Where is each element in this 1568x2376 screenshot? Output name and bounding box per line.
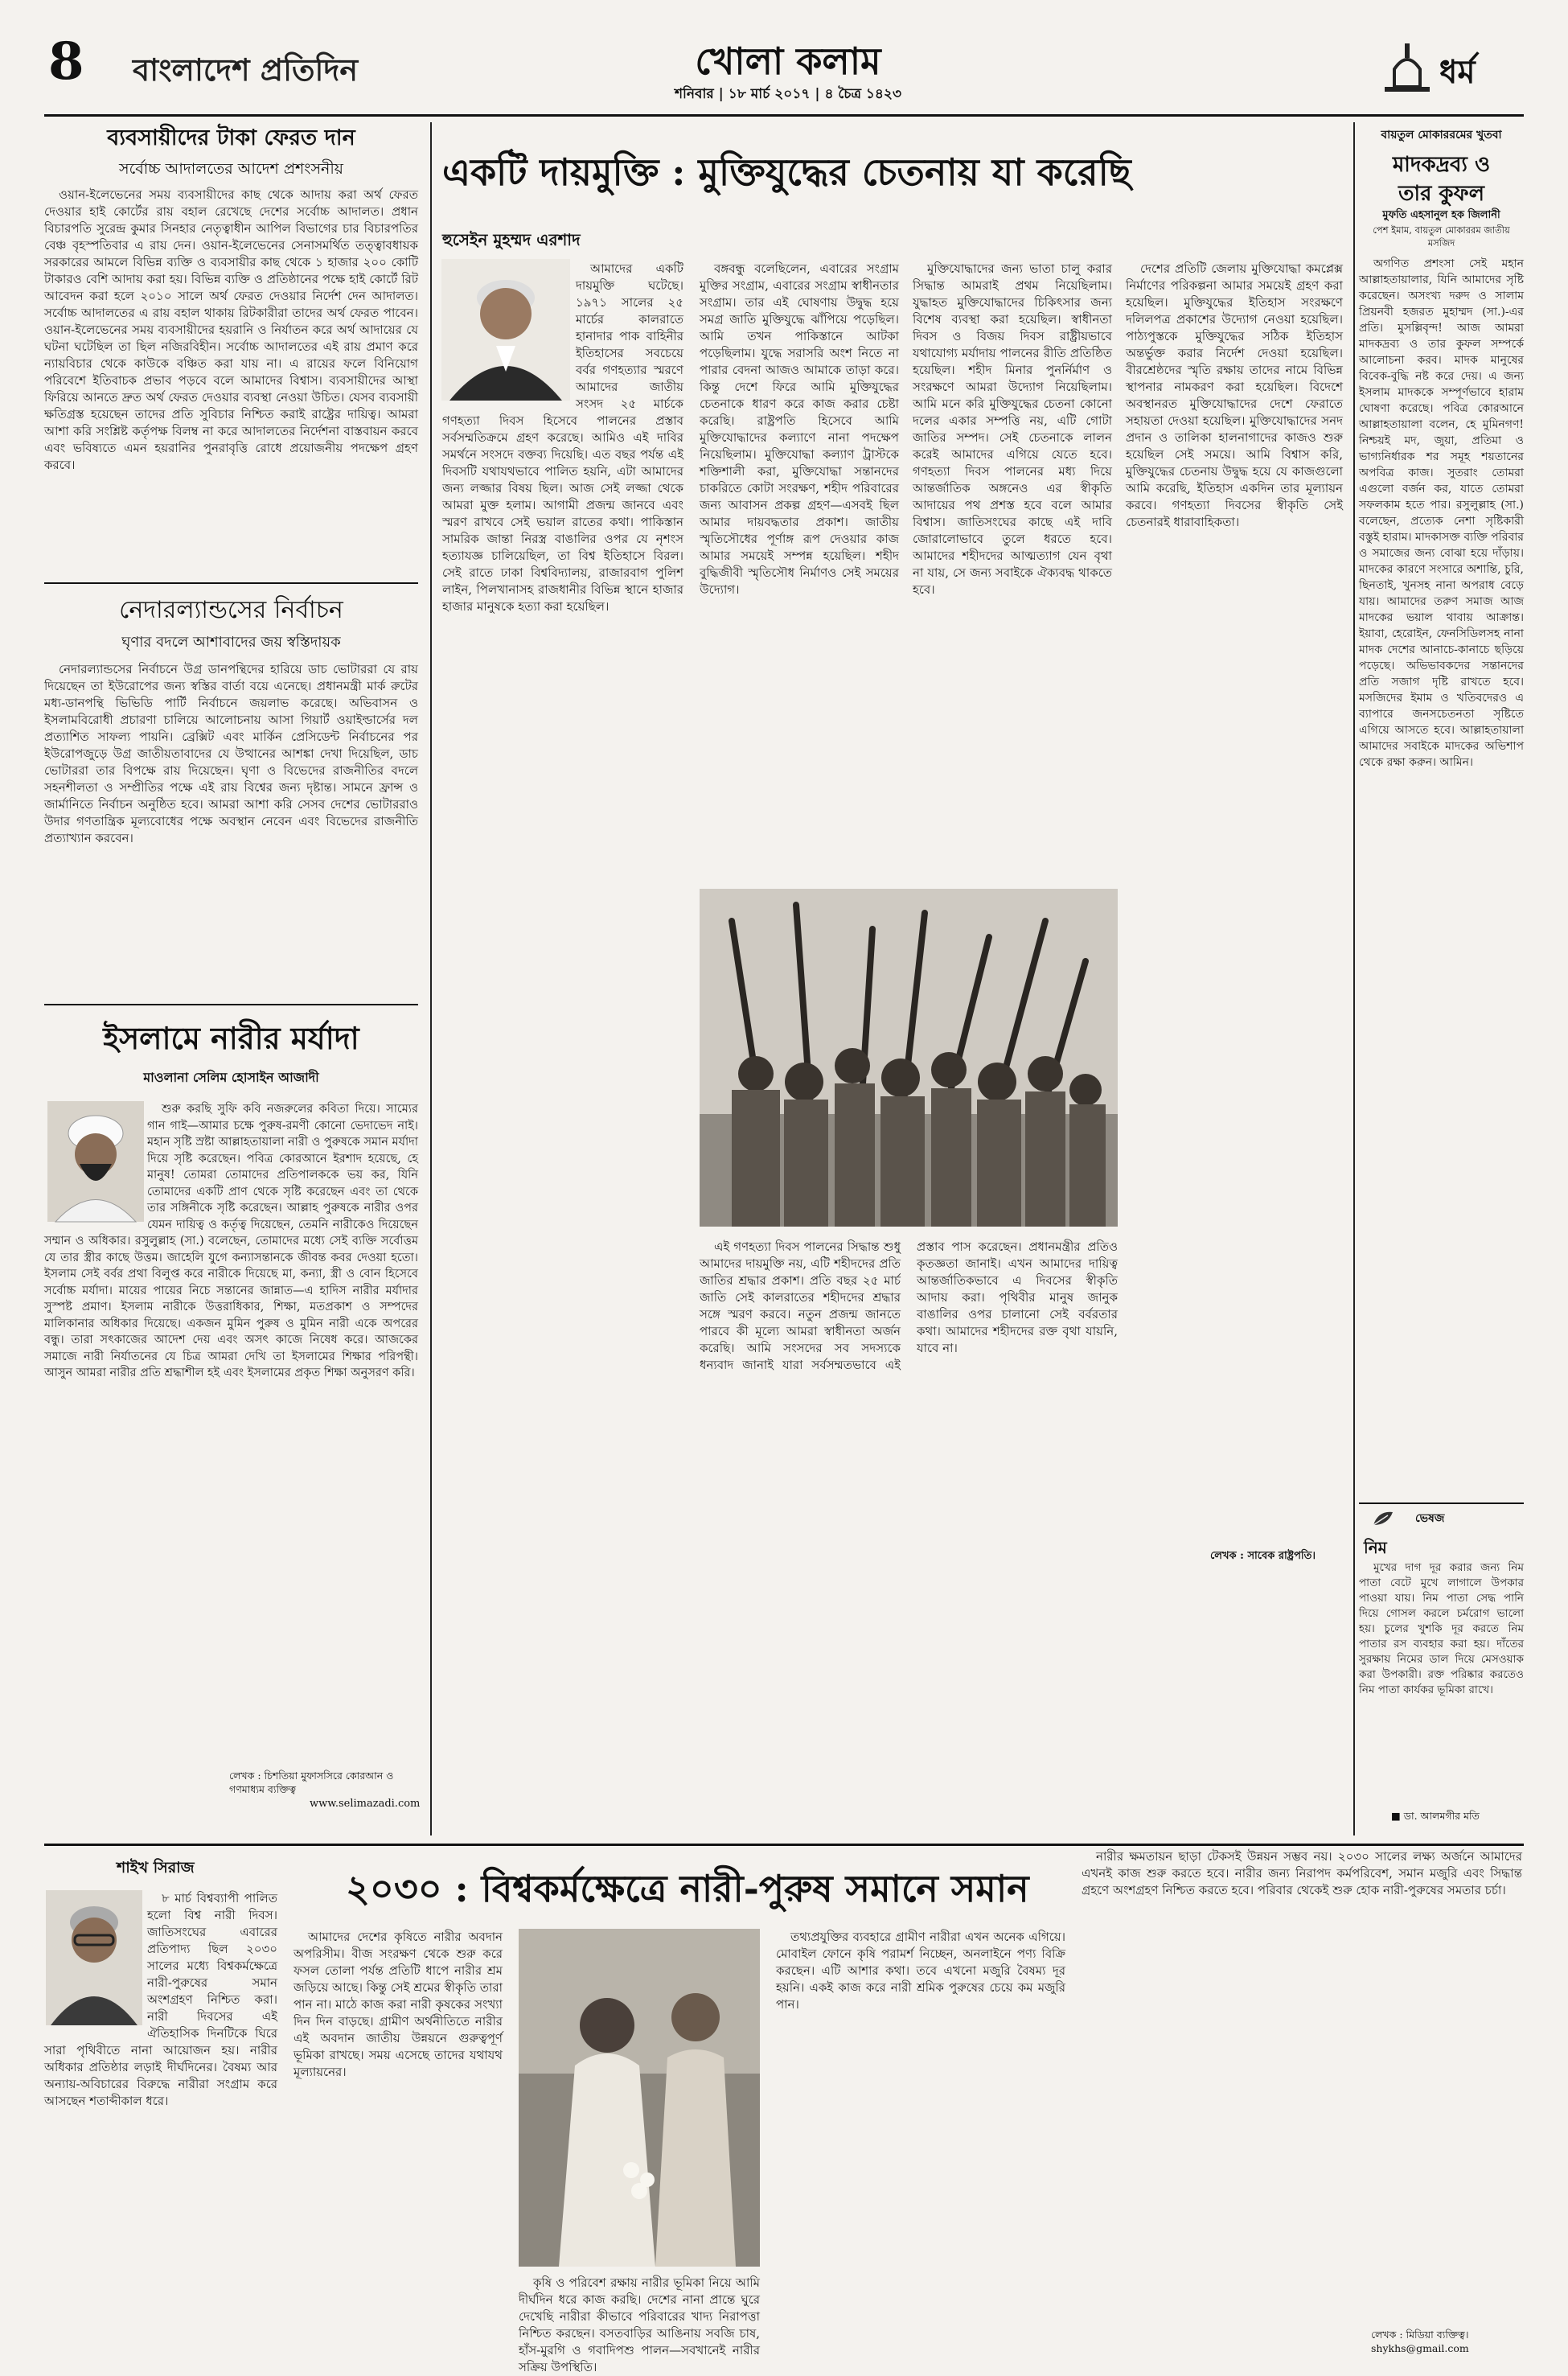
bottom-col-5: নারীর ক্ষমতায়ন ছাড়া টেকসই উন্নয়ন সম্ভব নয়। ২০৩০ সালের লক্ষ্য অর্জনে আমাদের এখনই কাজ শুরু করতে হবে। নারীর জন্য নিরাপদ কর্মপরিবেশ, সমান মজুরি এবং সিদ্ধান্ত গ্রহণে অংশগ্রহণ নিশ্চিত করতে হবে। পরিবার থেকেই শুরু হোক নারী-পুরুষের সমতার চর্চা। (1082, 1849, 1522, 1897)
editorial-1 (44, 121, 418, 579)
editorial-2-body: নেদারল্যান্ডসের নির্বাচনে উগ্র ডানপন্থিদের হারিয়ে ডাচ ভোটাররা যে রায় দিয়েছেন তা ইউরোপের জন্য স্বস্তির বার্তা বয়ে এনেছে। প্রধানমন্ত্রী মার্ক রুটের মধ্য-ডানপন্থি ভিভিডি পার্টি নির্বাচনে জয়লাভ করেছে। অভিবাসন ও ইসলামবিরোধী প্রচারণা চালিয়ে আলোচনায় আসা গিয়ার্ট ওয়াইল্ডার্সের দল প্রত্যাশিত সাফল্য পায়নি। ব্রেক্সিট এবং মার্কিন প্রেসিডেন্ট নির্বাচনের পর ইউরোপজুড়ে উগ্র জাতীয়তাবাদের যে উত্থানের আশঙ্কা দেখা দিয়েছিল, ডাচ ভোটাররা তার বিপক্ষে রায় দিয়েছেন। ঘৃণা ও বিভেদের রাজনীতির বদলে সহনশীলতা ও সম্প্রীতির পক্ষে এই রায় বিশ্বের জন্য দৃষ্টান্ত। সামনে ফ্রান্স ও জার্মানিতে নির্বাচন অনুষ্ঠিত হবে। আমরা আশা করি সেসব দেশের ভোটাররাও উদার গণতান্ত্রিক মূল্যবোধের পক্ষে অবস্থান নেবেন এবং বিভেদের রাজনীতি প্রত্যাখ্যান করবেন। (44, 662, 418, 845)
masthead (0, 0, 1568, 121)
lead-col-5: এই গণহত্যা দিবস পালনের সিদ্ধান্ত শুধু আমাদের দায়মুক্তি নয়, এটি শহীদদের প্রতি জাতির শ্রদ্ধার প্রকাশ। প্রতি বছর ২৫ মার্চ জাতি সেই কালরাতের শহীদদের শ্রদ্ধার সঙ্গে স্মরণ করবে। নতুন প্রজন্ম জানতে পারবে কী মূল্যে আমরা স্বাধীনতা অর্জন করেছি। আমি সংসদের সব সদস্যকে ধন্যবাদ জানাই যারা সর্বসম্মতভাবে এই প্রস্তাব পাস করেছেন। প্রধানমন্ত্রীর প্রতিও কৃতজ্ঞতা জানাই। এখন আমাদের দায়িত্ব আন্তর্জাতিকভাবে এ দিবসের স্বীকৃতি আদায় করা। পৃথিবীর মানুষ জানুক বাঙালির ওপর চালানো সেই বর্বরতার কথা। আমাদের শহীদদের রক্ত বৃথা যায়নি, যাবে না। (700, 1239, 1118, 1372)
lead-footer: লেখক : সাবেক রাষ্ট্রপতি। (1210, 1550, 1316, 1562)
lead-author: হুসেইন মুহম্মদ এরশাদ (442, 230, 581, 249)
herbal-divider (1359, 1502, 1524, 1504)
bottom-divider (44, 1844, 1524, 1846)
islam-article-author: মাওলানা সেলিম হোসাইন আজাদী (143, 1070, 319, 1085)
editorial-1-title: ব্যবসায়ীদের টাকা ফেরত দান (107, 125, 355, 150)
islam-article-footer: লেখক : চিশতিয়া মুফাসসিরে কোরআন ও গণমাধ্যম ব্যক্তিত্ব (229, 1770, 394, 1795)
bottom-footer: লেখক : মিডিয়া ব্যক্তিত্ব। shykhs@gmail.com (1371, 2329, 1469, 2354)
religion-title-2: তার কুফল (1398, 182, 1484, 206)
bottom-title: ২০৩০ : বিশ্বকর্মক্ষেত্রে নারী-পুরুষ সমানে সমান (346, 1867, 1029, 1910)
religion-title-1: মাদকদ্রব্য ও (1392, 153, 1491, 177)
editorial-2 (44, 587, 418, 981)
left-divider-1 (44, 582, 418, 584)
herbal-body: মুখের দাগ দূর করার জন্য নিম পাতা বেটে মুখে লাগালে উপকার পাওয়া যায়। নিম পাতা সেদ্ধ পানি দিয়ে গোসল করলে চর্মরোগ ভালো হয়। চুলের খুশকি দূর করতে নিম পাতার রস ব্যবহার করা হয়। দাঁতের সুরক্ষায় নিমের ডাল দিয়ে মেসওয়াক করা উপকারী। রক্ত পরিষ্কার করতেও নিম পাতা কার্যকর ভূমিকা রাখে। (1359, 1561, 1524, 1696)
bottom-photo (519, 1929, 760, 2267)
herbal-header: ভেষজ (1415, 1512, 1445, 1525)
lead-title: একটি দায়মুক্তি : মুক্তিযুদ্ধের চেতনায় যা করেছি (442, 150, 1131, 194)
lead-col-4: দেশের প্রতিটি জেলায় মুক্তিযোদ্ধা কমপ্লেক্স নির্মাণের পরিকল্পনা আমার সময়েই গ্রহণ করা হয়েছিল। মুক্তিযুদ্ধের ইতিহাস সংরক্ষণে দলিলপত্র প্রকাশের উদ্যোগ নেওয়া হয়েছিল। পাঠ্যপুস্তকে মুক্তিযুদ্ধের সঠিক ইতিহাস অন্তর্ভুক্ত করার নির্দেশ দেওয়া হয়েছিল। বীরশ্রেষ্ঠদের স্মৃতি রক্ষায় তাদের নামে বিভিন্ন স্থাপনার নামকরণ করা হয়েছিল। বিদেশে অবস্থানরত মুক্তিযোদ্ধাদের দেশে ফেরাতে সহায়তা দেওয়া হয়েছিল। মুক্তিযোদ্ধাদের সনদ প্রদান ও তালিকা হালনাগাদের কাজও শুরু হয়েছিল সেই সময়ে। আমি বিশ্বাস করি, মুক্তিযুদ্ধের চেতনায় উদ্বুদ্ধ হয়ে যে কাজগুলো আমি করেছি, ইতিহাস একদিন তার মূল্যায়ন করবে। গণহত্যা দিবসের স্বীকৃতি সেই চেতনারই ধারাবাহিকতা। (1126, 261, 1343, 529)
left-divider-2 (44, 1004, 418, 1005)
islam-article-body: শুরু করছি সুফি কবি নজরুলের কবিতা দিয়ে। সাম্যের গান গাই—আমার চক্ষে পুরুষ-রমণী কোনো ভেদাভেদ নাই। মহান সৃষ্টি স্রষ্টা আল্লাহতায়ালা নারী ও পুরুষকে সমান মর্যাদা দিয়ে সৃষ্টি করেছেন। পবিত্র কোরআনে ইরশাদ হয়েছে, হে মানুষ! তোমরা তোমাদের প্রতিপালককে ভয় কর, যিনি তোমাদের একটি প্রাণ থেকে সৃষ্টি করেছেন এবং তা থেকে তার সঙ্গিনীকে সৃষ্টি করেছেন। আল্লাহ পুরুষকে নারীর ওপর যেমন দায়িত্ব ও কর্তৃত্ব দিয়েছেন, তেমনি নারীকেও দিয়েছেন সম্মান ও অধিকার। রসুলুল্লাহ (সা.) বলেছেন, তোমাদের মধ্যে সেই ব্যক্তি সর্বোত্তম যে তার স্ত্রীর কাছে উত্তম। জাহেলি যুগে কন্যাসন্তানকে জীবন্ত কবর দেওয়া হতো। ইসলাম সেই বর্বর প্রথা বিলুপ্ত করে নারীকে দিয়েছে মা, কন্যা, স্ত্রী ও বোন হিসেবে সর্বোচ্চ মর্যাদা। মায়ের পায়ের নিচে সন্তানের জান্নাত—এ হাদিস নারীর মর্যাদার সুস্পষ্ট প্রমাণ। ইসলাম নারীকে উত্তরাধিকার, শিক্ষা, মতপ্রকাশ ও সম্পদের মালিকানার অধিকার দিয়েছে। একজন মুমিন পুরুষ ও মুমিন নারী একে অপরের বন্ধু। তারা সৎকাজের আদেশ দেয় এবং অসৎ কাজে নিষেধ করে। আজকের সমাজে নারী নির্যাতনের যে চিত্র আমরা দেখি তা ইসলামের শিক্ষার পরিপন্থী। আসুন আমরা নারীর প্রতি শ্রদ্ধাশীল হই এবং ইসলামের প্রকৃত শিক্ষা অনুসরণ করি। (44, 1103, 418, 1379)
religion-section-title: ধর্ম (1439, 53, 1476, 91)
lead-photo (700, 889, 1118, 1227)
religion-author-desc: পেশ ইমাম, বায়তুল মোকাররম জাতীয় মসজিদ (1373, 224, 1510, 249)
islam-article-website[interactable]: www.selimazadi.com (310, 1798, 421, 1810)
masthead-rule (44, 114, 1524, 117)
edition-date: শনিবার | ১৮ মার্চ ২০১৭ | ৪ চৈত্র ১৪২৩ (674, 86, 902, 102)
religion-column (1359, 121, 1524, 1834)
religion-author: মুফতি এহসানুল হক জিলানী (1382, 209, 1500, 221)
herbal-title: নিম (1364, 1538, 1387, 1557)
bottom-author-name: শাইখ সিরাজ (117, 1859, 195, 1877)
religion-body: অগণিত প্রশংসা সেই মহান আল্লাহতায়ালার, যিনি আমাদের সৃষ্টি করেছেন। অসংখ্য দরুদ ও সালাম প্রিয়নবী হজরত মুহাম্মদ (সা.)-এর প্রতি। মুসল্লিবৃন্দ! আজ আমরা মাদকদ্রব্য ও তার কুফল সম্পর্কে আলোচনা করব। মাদক মানুষের বিবেক-বুদ্ধি নষ্ট করে দেয়। এ জন্য ইসলাম মাদককে সম্পূর্ণভাবে হারাম ঘোষণা করেছে। পবিত্র কোরআনে আল্লাহতায়ালা বলেন, হে মুমিনগণ! নিশ্চয়ই মদ, জুয়া, প্রতিমা ও ভাগ্যনির্ধারক শর সমূহ শয়তানের অপবিত্র কাজ। সুতরাং তোমরা এগুলো বর্জন কর, যাতে তোমরা সফলকাম হতে পার। রসুলুল্লাহ (সা.) বলেছেন, প্রত্যেক নেশা সৃষ্টিকারী বস্তুই হারাম। মাদকাসক্ত ব্যক্তি পরিবার ও সমাজের জন্য বোঝা হয়ে দাঁড়ায়। মাদকের কারণে সংসারে অশান্তি, চুরি, ছিনতাই, খুনসহ নানা অপরাধ বেড়ে যায়। আমাদের তরুণ সমাজ আজ মাদকের ভয়াল থাবায় আক্রান্ত। ইয়াবা, হেরোইন, ফেনসিডিলসহ নানা মাদক দেশের আনাচে-কানাচে ছড়িয়ে পড়েছে। অভিভাবকদের সন্তানদের প্রতি সজাগ দৃষ্টি রাখতে হবে। মসজিদের ইমাম ও খতিবদেরও এ ব্যাপারে জনসচেতনতা সৃষ্টিতে এগিয়ে আসতে হবে। আল্লাহতায়ালা আমাদের সবাইকে মাদকের অভিশাপ থেকে রক্ষা করুন। আমিন। (1359, 257, 1525, 769)
lead-col-3: মুক্তিযোদ্ধাদের জন্য ভাতা চালু করার সিদ্ধান্ত আমরাই প্রথম নিয়েছিলাম। যুদ্ধাহত মুক্তিযোদ্ধাদের চিকিৎসার জন্য বিশেষ ব্যবস্থা করা হয়েছিল। স্বাধীনতা দিবস ও বিজয় দিবস রাষ্ট্রীয়ভাবে যথাযোগ্য মর্যাদায় পালনের রীতি প্রতিষ্ঠিত হয়েছিল। শহীদ মিনার পুনর্নির্মাণ ও সংরক্ষণে আমরা উদ্যোগ নিয়েছিলাম। আমি মনে করি মুক্তিযুদ্ধের চেতনা কোনো দলের একার সম্পত্তি নয়, এটি গোটা জাতির সম্পদ। সেই চেতনাকে লালন করেই আমাদের এগিয়ে যেতে হবে। গণহত্যা দিবস পালনের মধ্য দিয়ে আন্তর্জাতিক অঙ্গনেও এর স্বীকৃতি আদায়ের পথ প্রশস্ত হবে বলে আমার বিশ্বাস। জাতিসংঘের কাছে এই দাবি জোরালোভাবে তুলে ধরতে হবে। আমাদের শহীদদের আত্মত্যাগ যেন বৃথা না যায়, সে জন্য সবাইকে ঐক্যবদ্ধ থাকতে হবে। (913, 261, 1112, 597)
bottom-col-1: ৮ মার্চ বিশ্বব্যাপী পালিত হলো বিশ্ব নারী দিবস। জাতিসংঘের এবারের প্রতিপাদ্য ছিল ২০৩০ সালের মধ্যে বিশ্বকর্মক্ষেত্রে নারী-পুরুষের সমান অংশগ্রহণ নিশ্চিত করা। নারী দিবসের এই ঐতিহাসিক দিনটিকে ঘিরে সারা পৃথিবীতে নানা আয়োজন হয়। নারীর অধিকার প্রতিষ্ঠার লড়াই দীর্ঘদিনের। বৈষম্য আর অন্যায়-অবিচারের বিরুদ্ধে নারীরা সংগ্রাম করে আসছেন শতাব্দীকাল ধরে। (44, 1891, 277, 2108)
bottom-article (44, 1848, 1524, 2374)
lead-article (438, 121, 1347, 1834)
bottom-email[interactable]: shykhs@gmail.com (1371, 2342, 1469, 2354)
lead-col-2: বঙ্গবন্ধু বলেছিলেন, এবারের সংগ্রাম মুক্তির সংগ্রাম, এবারের সংগ্রাম স্বাধীনতার সংগ্রাম। তার এই ঘোষণায় উদ্বুদ্ধ হয়ে সমগ্র জাতি মুক্তিযুদ্ধে ঝাঁপিয়ে পড়েছিল। আমি তখন পাকিস্তানে আটকা পড়েছিলাম। যুদ্ধে সরাসরি অংশ নিতে না পারার বেদনা আজও আমাকে তাড়া করে। কিন্তু দেশে ফিরে আমি মুক্তিযুদ্ধের চেতনাকে ধারণ করে কাজ করার চেষ্টা করেছি। রাষ্ট্রপতি হিসেবে আমি মুক্তিযোদ্ধাদের কল্যাণে নানা পদক্ষেপ নিয়েছিলাম। মুক্তিযোদ্ধা কল্যাণ ট্রাস্টকে শক্তিশালী করা, মুক্তিযোদ্ধা সন্তানদের চাকরিতে কোটা সংরক্ষণ, শহীদ পরিবারের জন্য আবাসন প্রকল্প গ্রহণ—এসবই ছিল আমার দায়বদ্ধতার প্রকাশ। জাতীয় স্মৃতিসৌধের পূর্ণাঙ্গ রূপ দেওয়ার কাজ আমার সময়েই সম্পন্ন হয়েছিল। শহীদ বুদ্ধিজীবী স্মৃতিসৌধ নির্মাণও সেই সময়ের উদ্যোগ। (700, 261, 899, 597)
islam-article (44, 1009, 421, 1814)
khutba-header: বায়তুল মোকাররমের খুতবা (1381, 129, 1502, 142)
paper-name: বাংলাদেশ প্রতিদিন (133, 51, 359, 88)
editorial-2-subtitle: ঘৃণার বদলে আশাবাদের জয় স্বস্তিদায়ক (121, 634, 341, 651)
leaf-icon (1372, 1509, 1394, 1528)
section-title: খোলা কলাম (695, 39, 881, 83)
mosque-icon (1383, 42, 1431, 98)
herbal-footer: ■ ডা. আলমগীর মতি (1391, 1810, 1480, 1822)
col-divider-left (430, 122, 432, 1835)
bottom-col-4: তথ্যপ্রযুক্তির ব্যবহারে গ্রামীণ নারীরা এখন অনেক এগিয়ে। মোবাইল ফোনে কৃষি পরামর্শ নিচ্ছেন, অনলাইনে পণ্য বিক্রি করছেন। এটি আশার কথা। তবে এখনো মজুরি বৈষম্য দূর হয়নি। একই কাজ করে নারী শ্রমিক পুরুষের চেয়ে কম মজুরি পান। (776, 1930, 1065, 2012)
editorial-1-body: ওয়ান-ইলেভেনের সময় ব্যবসায়ীদের কাছ থেকে আদায় করা অর্থ ফেরত দেওয়ার হাই কোর্টের রায় বহাল রেখেছে দেশের সর্বোচ্চ আদালত। প্রধান বিচারপতি সুরেন্দ্র কুমার সিনহার নেতৃত্বাধীন আপিল বিভাগের চার বিচারপতির বেঞ্চ বৃহস্পতিবার এ রায় দেন। ওয়ান-ইলেভেনের সেনাসমর্থিত তত্ত্বাবধায়ক সরকারের আমলে বিভিন্ন ব্যক্তি ও ব্যবসায়ীর কাছ থেকে ১ হাজার ২০০ কোটি টাকারও বেশি আদায় করা হয়। বিভিন্ন ব্যক্তি ও প্রতিষ্ঠানের পক্ষে হাই কোর্টে রিট আবেদন করা হলে ২০১০ সালে অর্থ ফেরত দেওয়ার নির্দেশ দেন আদালত। সর্বোচ্চ আদালতের এ রায় বহাল থাকায় রিটকারীরা তাদের অর্থ ফেরত পাবেন। ওয়ান-ইলেভেনের সময় ব্যবসায়ীদের হয়রানি ও নির্যাতন করে অর্থ আদায়ের যে ঘটনা ঘটেছিল তা ছিল নজিরবিহীন। সর্বোচ্চ আদালতের এই রায় প্রমাণ করে ন্যায়বিচার থেকে কাউকে বঞ্চিত করা যায় না। এ রায়ের ফলে বিনিয়োগ পরিবেশে ইতিবাচক প্রভাব পড়বে বলে আমাদের বিশ্বাস। ব্যবসায়ীদের আস্থা ফিরিয়ে আনতে দ্রুত অর্থ ফেরত দেওয়ার ব্যবস্থা নেওয়া উচিত। যেসব ব্যবসায়ী ক্ষতিগ্রস্ত হয়েছেন তাদের প্রতি সুবিচার নিশ্চিত করাই রাষ্ট্রের দায়িত্ব। আমরা আশা করি সংশ্লিষ্ট কর্তৃপক্ষ বিলম্ব না করে আদালতের নির্দেশনা বাস্তবায়ন করবে এবং ভবিষ্যতে এমন হয়রানির পুনরাবৃত্তি রোধে প্রয়োজনীয় পদক্ষেপ গ্রহণ করবে। (44, 187, 418, 472)
lead-col-1: আমাদের একটি দায়মুক্তি ঘটেছে। ১৯৭১ সালের ২৫ মার্চের কালরাতে হানাদার পাক বাহিনীর ইতিহাসের সবচেয়ে বর্বর গণহত্যার স্মরণে আমাদের জাতীয় সংসদ ২৫ মার্চকে গণহত্যা দিবস হিসেবে পালনের প্রস্তাব সর্বসম্মতিক্রমে গ্রহণ করেছে। আমিও এই দাবির সমর্থনে সংসদে বক্তব্য দিয়েছি। এত বছর পর্যন্ত এই দিবসটি যথাযথভাবে পালিত হয়নি, এটা আমাদের জন্য লজ্জার বিষয় ছিল। আজ সেই লজ্জা থেকে আমরা মুক্ত হলাম। আগামী প্রজন্ম জানবে এবং স্মরণ রাখবে সেই ভয়াল রাতের কথা। পাকিস্তান সামরিক জান্তা নিরস্ত্র বাঙালির ওপর যে নৃশংস হত্যাযজ্ঞ চালিয়েছিল, তা বিশ্ব ইতিহাসে বিরল। সেই রাতে ঢাকা বিশ্ববিদ্যালয়, রাজারবাগ পুলিশ লাইন, পিলখানাসহ রাজধানীর বিভিন্ন স্থানে হাজার হাজার মানুষকে হত্যা করা হয়েছিল। (442, 261, 683, 614)
islam-article-title: ইসলামে নারীর মর্যাদা (103, 1020, 359, 1056)
editorial-2-title: নেদারল্যান্ডসের নির্বাচন (119, 596, 343, 624)
bottom-photo-text: কৃষি ও পরিবেশ রক্ষায় নারীর ভূমিকা নিয়ে আমি দীর্ঘদিন ধরে কাজ করছি। দেশের নানা প্রান্তে ঘুরে দেখেছি নারীরা কীভাবে পরিবারের খাদ্য নিরাপত্তা নিশ্চিত করছেন। বসতবাড়ির আঙিনায় সবজি চাষ, হাঁস-মুরগি ও গবাদিপশু পালন—সবখানেই নারীর সক্রিয় উপস্থিতি। (519, 2275, 760, 2374)
col-divider-right (1353, 122, 1355, 1835)
bottom-col-2: আমাদের দেশের কৃষিতে নারীর অবদান অপরিসীম। বীজ সংরক্ষণ থেকে শুরু করে ফসল তোলা পর্যন্ত প্রতিটি ধাপে নারীর শ্রম জড়িয়ে আছে। কিন্তু সেই শ্রমের স্বীকৃতি তারা পান না। মাঠে কাজ করা নারী কৃষকের সংখ্যা দিন দিন বাড়ছে। গ্রামীণ অর্থনীতিতে নারীর এই অবদান জাতীয় উন্নয়নে গুরুত্বপূর্ণ ভূমিকা রাখছে। সময় এসেছে তাদের যথাযথ মূল্যায়নের। (293, 1930, 503, 2079)
page-number: 8 (48, 31, 84, 92)
editorial-1-subtitle: সর্বোচ্চ আদালতের আদেশ প্রশংসনীয় (119, 160, 343, 178)
